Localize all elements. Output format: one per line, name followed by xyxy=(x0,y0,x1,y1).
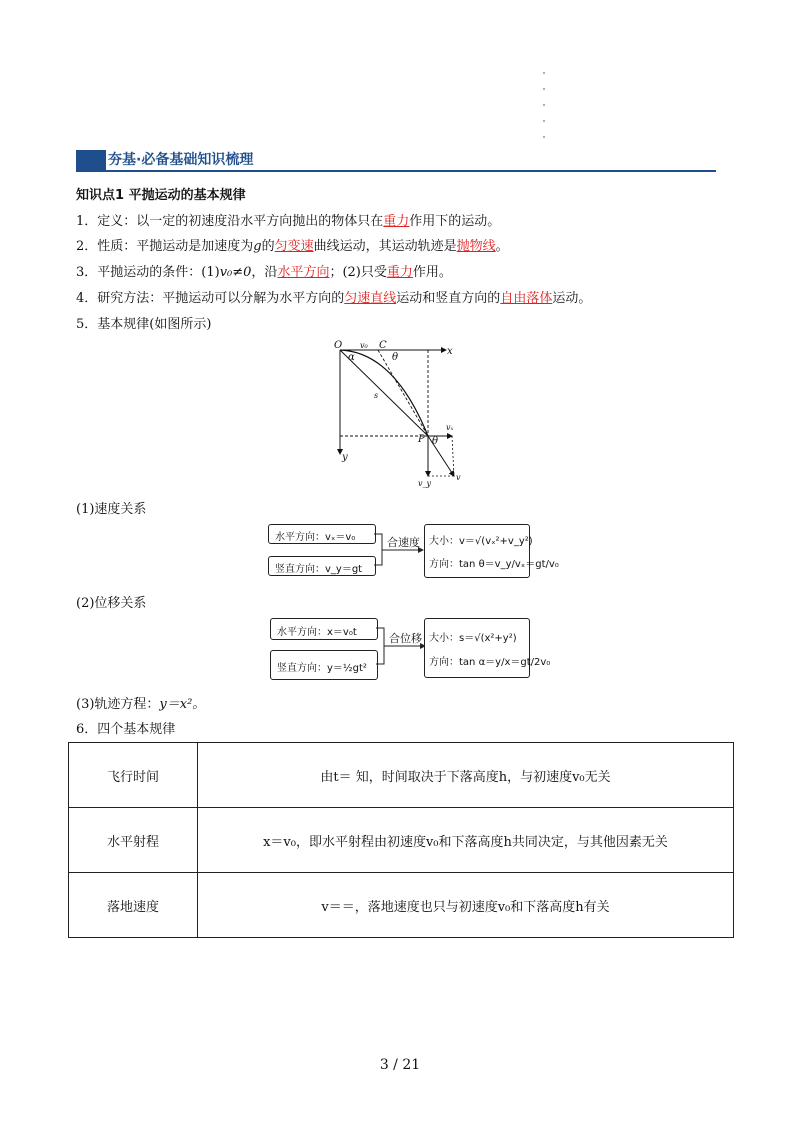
item-definition xyxy=(76,210,500,229)
text: 作用下的运动。 xyxy=(409,214,501,229)
label-o: O xyxy=(334,340,343,351)
label-x: x xyxy=(447,346,453,357)
answer: 水平方向 xyxy=(277,265,330,280)
displacement-direction: 方向：tan α＝y/x＝gt/2v₀ xyxy=(429,657,551,668)
velocity-combine-label: 合速度 xyxy=(387,536,420,549)
displacement-vertical: 竖直方向：y＝½gt² xyxy=(277,663,367,674)
displacement-heading: (2)位移关系 xyxy=(76,596,147,611)
label-c: C xyxy=(379,340,387,351)
velocity-vertical: 竖直方向：v_y＝gt xyxy=(275,564,363,575)
table-cell-value: 由t＝ 知，时间取决于下落高度h，与初速度v₀无关 xyxy=(198,743,734,808)
text: 1．定义：以一定的初速度沿水平方向抛出的物体只在 xyxy=(76,214,384,229)
answer: 重力 xyxy=(386,265,413,280)
table-row xyxy=(69,808,734,873)
symbol: g xyxy=(253,239,262,254)
item-basic-laws: 5．基本规律(如图所示) xyxy=(76,317,212,332)
decorative-dots xyxy=(543,72,547,152)
displacement-combine-label: 合位移 xyxy=(389,632,422,645)
displacement-vertical-box xyxy=(270,650,378,680)
displacement-connector xyxy=(376,614,428,682)
answer: 匀速直线 xyxy=(344,291,397,306)
knowledge-point-title: 知识点1 平抛运动的基本规律 xyxy=(76,188,246,203)
displacement-flow xyxy=(270,614,551,682)
table-cell-key: 飞行时间 xyxy=(69,743,198,808)
text: (3)轨迹方程： xyxy=(76,697,160,712)
table-row xyxy=(69,873,734,938)
page-number: 3 / 21 xyxy=(379,1057,421,1073)
label-vy: v_y xyxy=(418,479,432,488)
item-method xyxy=(76,287,591,306)
table-cell-key: 水平射程 xyxy=(69,808,198,873)
answer: 抛物线 xyxy=(456,239,496,254)
label-v: v xyxy=(456,473,461,482)
banner-title: 夯基·必备基础知识梳理 xyxy=(108,152,254,168)
velocity-magnitude: 大小：v＝√(vₓ²+v_y²) xyxy=(429,536,533,547)
trajectory-equation xyxy=(76,693,205,712)
answer: 重力 xyxy=(383,214,410,229)
banner-bar xyxy=(76,150,106,170)
projectile-diagram xyxy=(334,338,474,488)
text: 运动。 xyxy=(552,291,592,306)
table-cell-value: x＝v₀，即水平射程由初速度v₀和下落高度h共同决定，与其他因素无关 xyxy=(198,808,734,873)
answer: 匀变速 xyxy=(274,239,314,254)
answer: 自由落体 xyxy=(500,291,553,306)
text: 。 xyxy=(495,239,509,254)
label-y: y xyxy=(342,452,348,463)
text: 运动和竖直方向的 xyxy=(396,291,501,306)
velocity-result-box xyxy=(424,524,559,578)
text: 2．性质：平抛运动是加速度为 xyxy=(76,239,254,254)
rules-table xyxy=(68,742,734,938)
label-v0: v₀ xyxy=(360,341,368,350)
vx-guide xyxy=(452,436,454,476)
table-cell-value: v＝＝，落地速度也只与初速度v₀和下落高度h有关 xyxy=(198,873,734,938)
equation: y＝x²。 xyxy=(159,697,206,712)
velocity-connector xyxy=(374,520,426,582)
label-theta-top: θ xyxy=(392,352,399,363)
velocity-heading: (1)速度关系 xyxy=(76,502,147,517)
text: 作用。 xyxy=(412,265,452,280)
velocity-horizontal: 水平方向：vₓ＝v₀ xyxy=(275,532,356,543)
text: ；(2)只受 xyxy=(329,265,387,280)
text: 曲线运动，其运动轨迹是 xyxy=(313,239,457,254)
velocity-direction: 方向：tan θ＝v_y/vₓ＝gt/v₀ xyxy=(429,559,559,570)
symbol: v₀≠0 xyxy=(219,265,252,280)
text: 的 xyxy=(261,239,275,254)
displacement-horizontal: 水平方向：x＝v₀t xyxy=(277,627,357,638)
banner-underline xyxy=(76,170,716,172)
tangent-line xyxy=(378,350,428,436)
table-row xyxy=(69,743,734,808)
four-rules-heading: 6．四个基本规律 xyxy=(76,722,176,737)
text: 4．研究方法：平抛运动可以分解为水平方向的 xyxy=(76,291,345,306)
text: 3．平抛运动的条件：(1) xyxy=(76,265,220,280)
section-banner xyxy=(76,150,716,172)
velocity-horizontal-box xyxy=(268,524,376,544)
label-s: s xyxy=(374,391,379,400)
label-p: P xyxy=(418,434,425,445)
displacement-horizontal-box xyxy=(270,618,378,640)
item-property xyxy=(76,235,509,254)
item-condition xyxy=(76,261,452,280)
velocity-vertical-box xyxy=(268,556,376,576)
label-theta-p: θ xyxy=(432,436,439,447)
label-vx: vₓ xyxy=(446,423,454,432)
displacement-magnitude: 大小：s＝√(x²+y²) xyxy=(429,633,517,644)
table-cell-key: 落地速度 xyxy=(69,873,198,938)
label-alpha: α xyxy=(348,352,355,363)
displacement-result-box xyxy=(424,618,551,678)
velocity-flow xyxy=(268,520,559,582)
text: ，沿 xyxy=(251,265,278,280)
